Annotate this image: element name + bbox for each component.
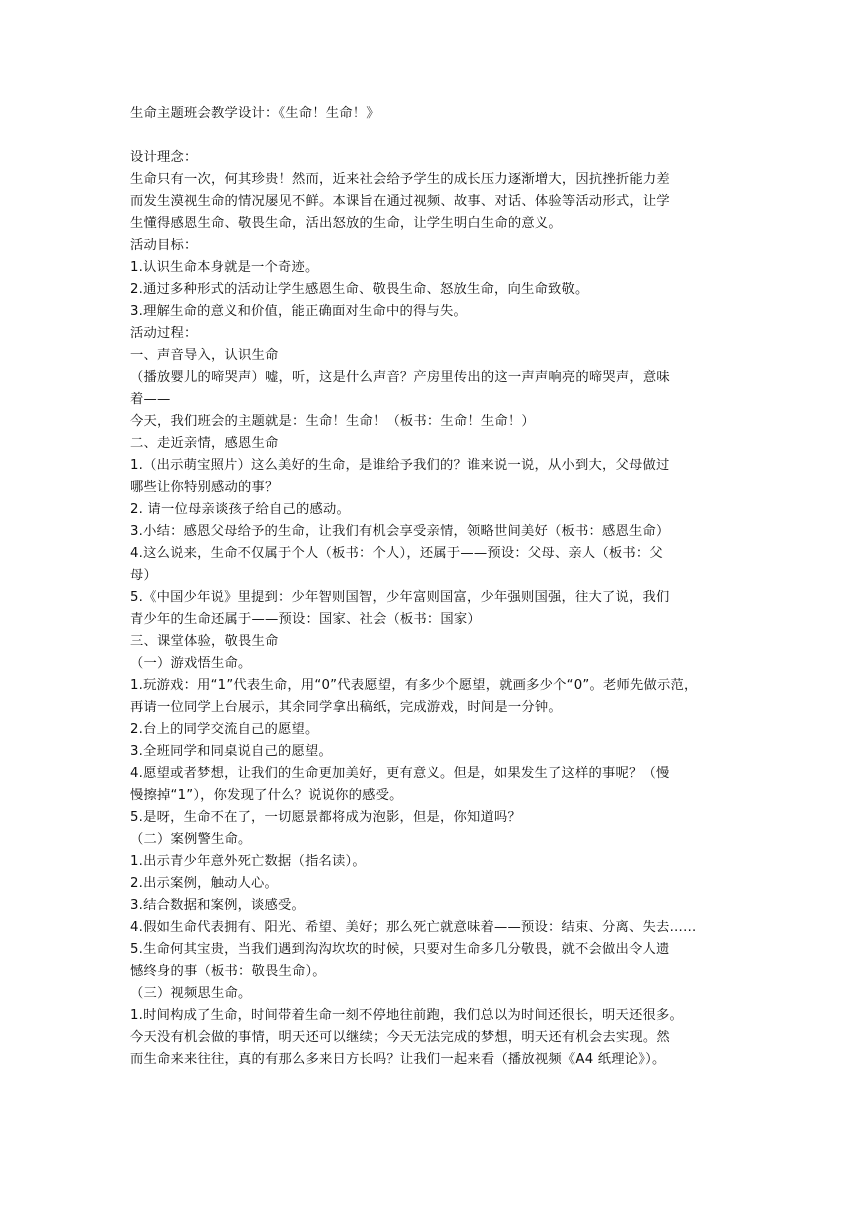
text-line: 3.结合数据和案例，谈感受。 — [130, 898, 306, 913]
text-line: 2.台上的同学交流自己的愿望。 — [130, 722, 319, 737]
text-line: 1.出示青少年意外死亡数据（指名读）。 — [130, 854, 366, 869]
text-line: 今天，我们班会的主题就是：生命！生命！（板书：生命！生命！） — [130, 414, 535, 429]
text-line: （二）案例警生命。 — [130, 832, 252, 847]
text-line: 生命只有一次，何其珍贵！然而，近来社会给予学生的成长压力逐渐增大，因抗挫折能力差 — [130, 172, 670, 187]
text-line: 4.这么说来，生命不仅属于个人（板书：个人），还属于——预设：父母、亲人（板书：父 — [130, 546, 663, 561]
text-line: 着—— — [130, 392, 171, 407]
text-line: 4.愿望或者梦想，让我们的生命更加美好，更有意义。但是，如果发生了这样的事呢？（慢 — [130, 766, 670, 781]
text-line: 设计理念： — [130, 150, 198, 165]
text-line: 二、走近亲情，感恩生命 — [130, 436, 279, 451]
text-line: 母） — [130, 568, 157, 583]
text-line: 1.玩游戏：用“1”代表生命，用“0”代表愿望，有多少个愿望，就画多少个“0”。老师先做示范， — [130, 678, 698, 693]
text-line: 2.通过多种形式的活动让学生感恩生命、敬畏生命、怒放生命，向生命致敬。 — [130, 282, 589, 297]
text-line: 生懂得感恩生命、敬畏生命，活出怒放的生命，让学生明白生命的意义。 — [130, 216, 562, 231]
text-line: 2.出示案例，触动人心。 — [130, 876, 279, 891]
text-line: 4.假如生命代表拥有、阳光、希望、美好；那么死亡就意味着——预设：结束、分离、失去…… — [130, 920, 697, 935]
text-line: 1.认识生命本身就是一个奇迹。 — [130, 260, 319, 275]
text-line: 今天没有机会做的事情，明天还可以继续；今天无法完成的梦想，明天还有机会去实现。然 — [130, 1030, 670, 1045]
text-line: 再请一位同学上台展示，其余同学拿出稿纸，完成游戏，时间是一分钟。 — [130, 700, 562, 715]
text-line: （播放婴儿的啼哭声）嘘，听，这是什么声音？产房里传出的这一声声响亮的啼哭声，意味 — [130, 370, 670, 385]
text-line: 而发生漠视生命的情况屡见不鲜。本课旨在通过视频、故事、对话、体验等活动形式，让学 — [130, 194, 670, 209]
text-line: 3.理解生命的意义和价值，能正确面对生命中的得与失。 — [130, 304, 468, 319]
document-body — [130, 147, 732, 1071]
text-line: 3.全班同学和同桌说自己的愿望。 — [130, 744, 333, 759]
text-line: 5.《中国少年说》里提到：少年智则国智，少年富则国富，少年强则国强，往大了说，我们 — [130, 590, 670, 605]
text-line: 一、声音导入，认识生命 — [130, 348, 279, 363]
text-line: 5.生命何其宝贵，当我们遇到沟沟坎坎的时候，只要对生命多几分敬畏，就不会做出令人遗 — [130, 942, 670, 957]
text-line: 2. 请一位母亲谈孩子给自己的感动。 — [130, 502, 350, 517]
document-page — [130, 103, 732, 1071]
document-title: 生命主题班会教学设计：《生命！生命！》 — [130, 106, 380, 121]
text-line: 5.是呀，生命不在了，一切愿景都将成为泡影，但是，你知道吗？ — [130, 810, 521, 825]
text-line: 哪些让你特别感动的事？ — [130, 480, 279, 495]
text-line: （一）游戏悟生命。 — [130, 656, 252, 671]
text-line: 1.时间构成了生命，时间带着生命一刻不停地往前跑，我们总以为时间还很长，明天还很多。 — [130, 1008, 683, 1023]
text-line: 三、课堂体验，敬畏生命 — [130, 634, 279, 649]
text-line: 活动目标： — [130, 238, 198, 253]
blank-line — [130, 125, 732, 147]
text-line: 慢擦掉“1”），你发现了什么？说说你的感受。 — [130, 788, 403, 803]
text-line: 憾终身的事（板书：敬畏生命）。 — [130, 964, 326, 979]
text-line: 1.（出示萌宝照片）这么美好的生命，是谁给予我们的？谁来说一说，从小到大，父母做过 — [130, 458, 670, 473]
text-line: 而生命来来往往，真的有那么多来日方长吗？让我们一起来看（播放视频《A4 纸理论》）。 — [130, 1052, 666, 1067]
text-line: 青少年的生命还属于——预设：国家、社会（板书：国家） — [130, 612, 481, 627]
text-line: 3.小结：感恩父母给予的生命，让我们有机会享受亲情，领略世间美好（板书：感恩生命） — [130, 524, 670, 539]
text-line: 活动过程： — [130, 326, 198, 341]
text-line: （三）视频思生命。 — [130, 986, 252, 1001]
